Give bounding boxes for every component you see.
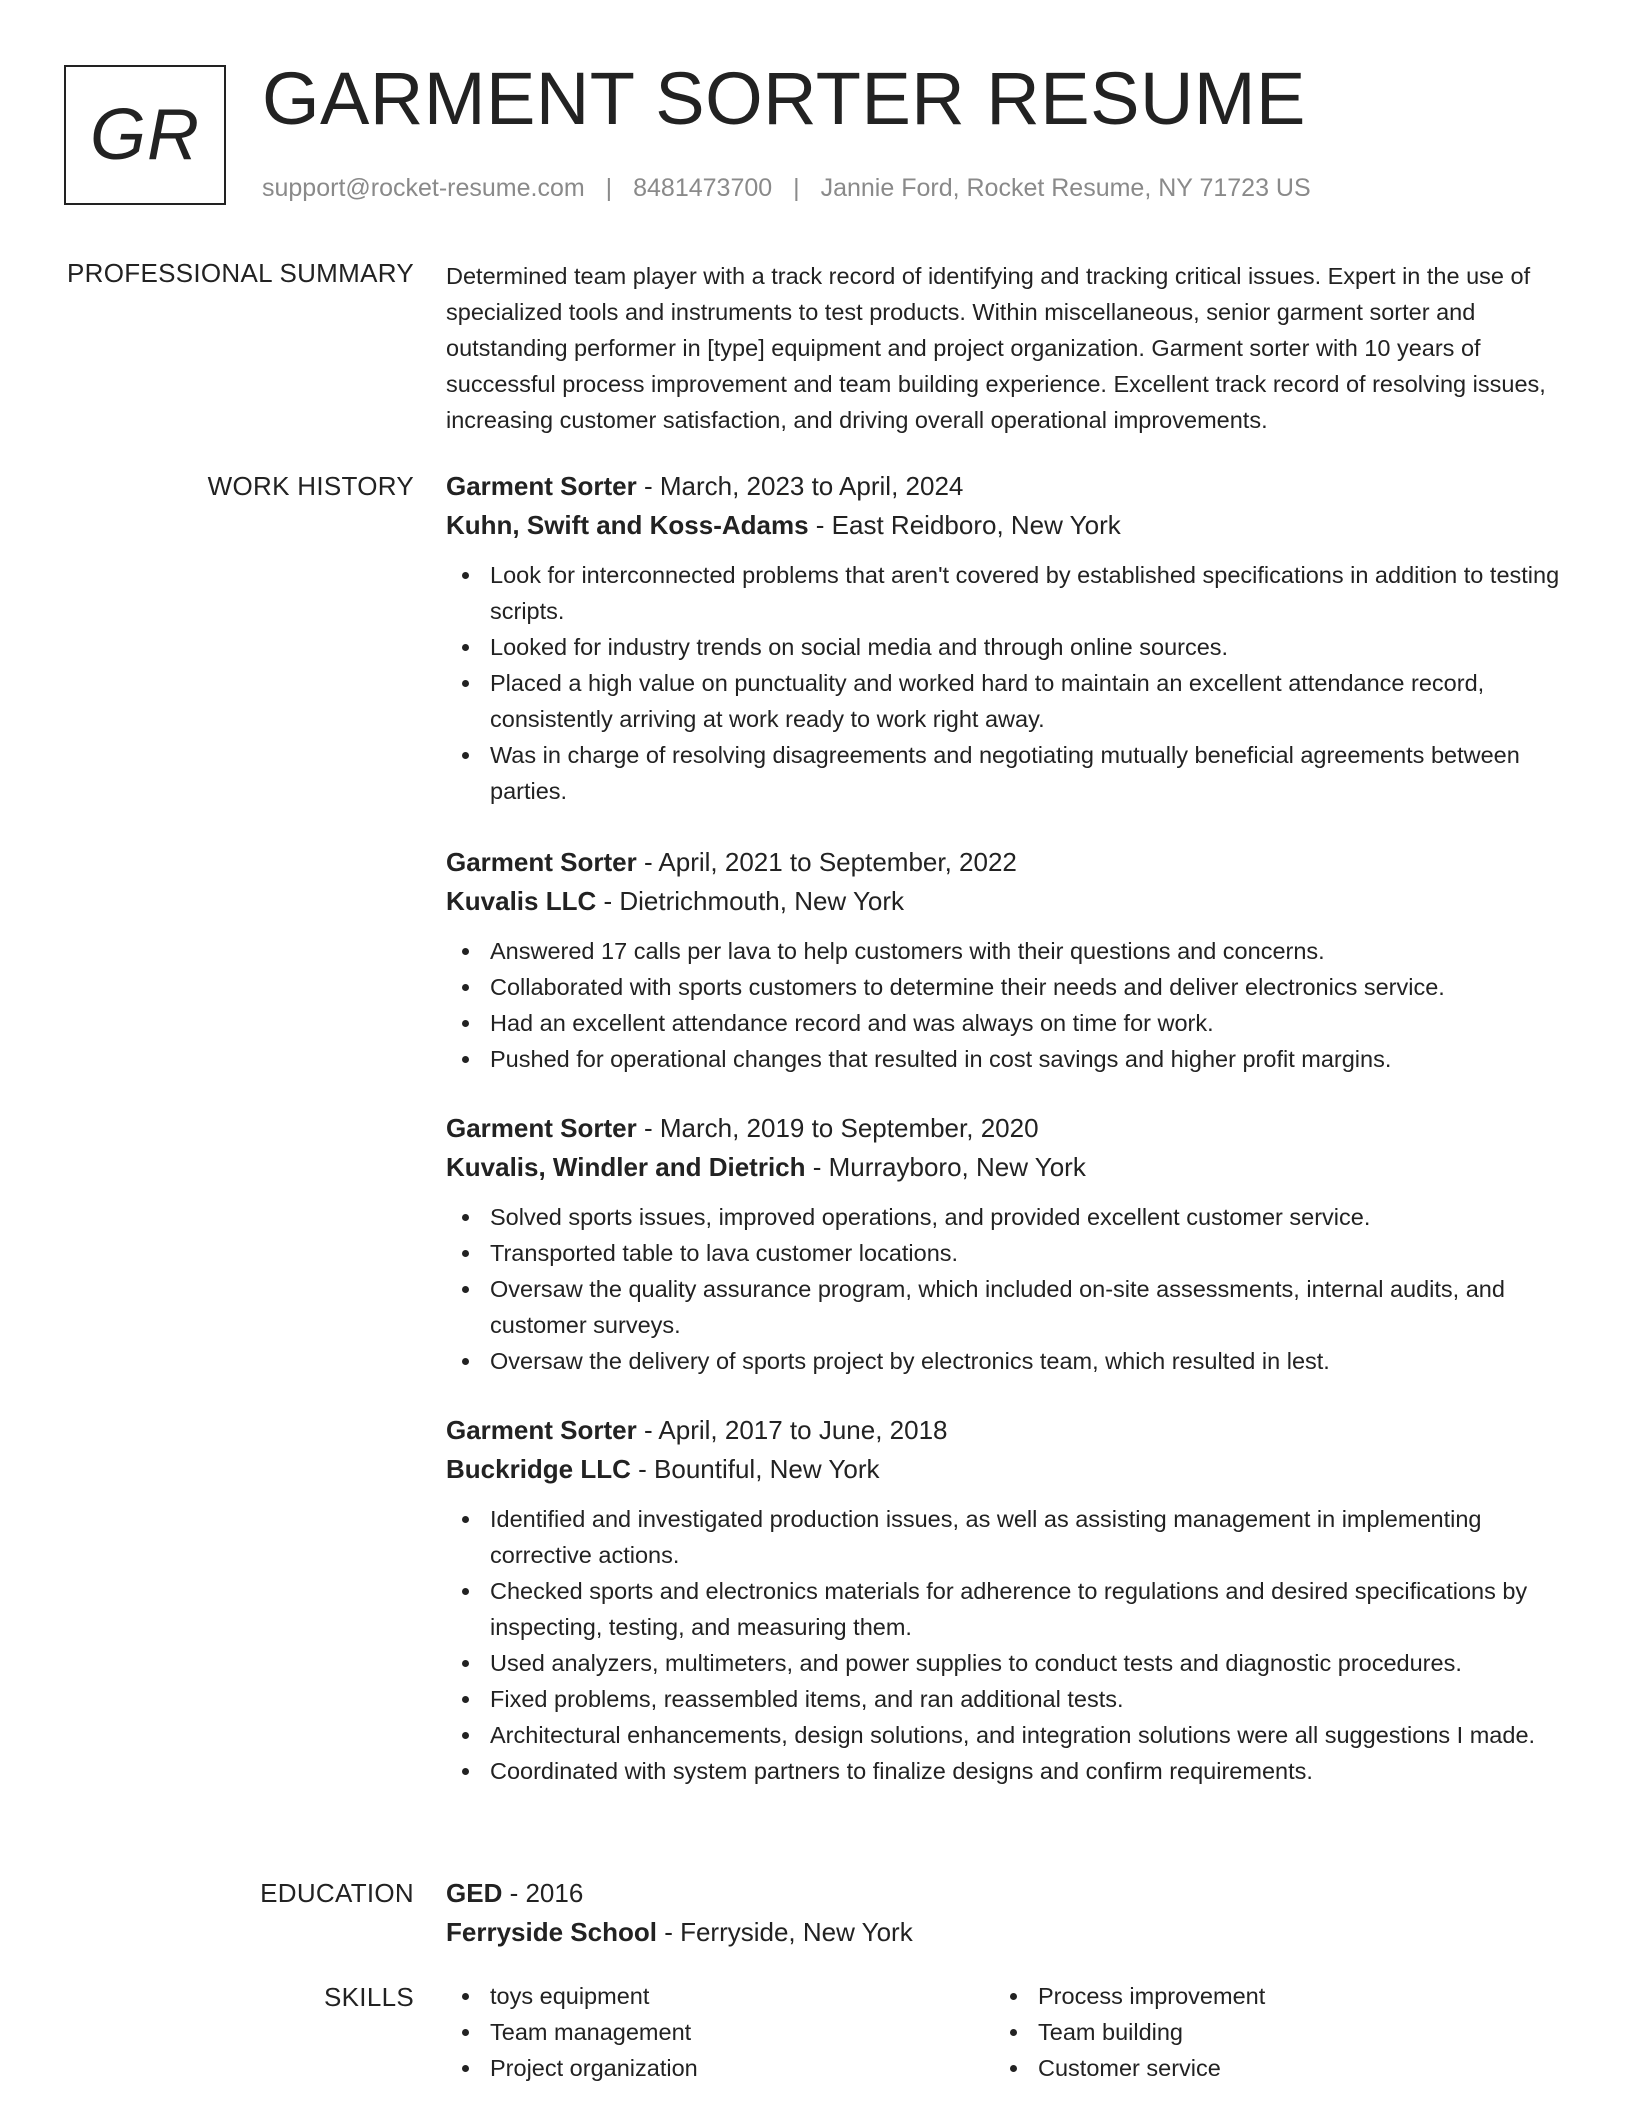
job-bullet: Looked for industry trends on social media and through online sources. [446, 629, 1564, 665]
job-dates: - April, 2017 to June, 2018 [636, 1415, 948, 1445]
jobs-list [446, 467, 1564, 1789]
monogram-badge [64, 65, 226, 205]
job-company: Buckridge LLC [446, 1454, 631, 1484]
job-location: - Murrayboro, New York [805, 1152, 1086, 1182]
skill-item: toys equipment [446, 1978, 994, 2014]
job-bullet: Used analyzers, multimeters, and power supplies to conduct tests and diagnostic procedures. [446, 1645, 1564, 1681]
job-title: Garment Sorter [446, 847, 637, 877]
job-company-line [446, 1450, 1564, 1489]
section-label-work-history: WORK HISTORY [207, 471, 414, 501]
skill-item: Customer service [994, 2050, 1542, 2086]
job-bullet: Was in charge of resolving disagreements and negotiating mutually beneficial agreements between parties. [446, 737, 1564, 809]
skills-list-left [446, 1978, 994, 2086]
job-bullets [446, 1199, 1564, 1379]
job-bullets [446, 557, 1564, 809]
contact-address: Jannie Ford, Rocket Resume, NY 71723 US [820, 174, 1311, 202]
job-entry [446, 1411, 1564, 1789]
summary-text: Determined team player with a track record of identifying and tracking critical issues. Expert in the use of specialized tools and instruments to test products. Within miscellaneous, senior garment sorter and outstanding performer in [type] equipment and project organization. Garment sorter with 10 years of successful process improvement and team building experience. Excellent track record of resolving issues, increasing customer satisfaction, and driving overall operational improvements. [446, 263, 1546, 433]
job-bullet: Architectural enhancements, design solutions, and integration solutions were all suggestions I made. [446, 1717, 1564, 1753]
contact-separator: | [605, 174, 613, 202]
job-title: Garment Sorter [446, 471, 637, 501]
job-bullet: Fixed problems, reassembled items, and ran additional tests. [446, 1681, 1564, 1717]
contact-email[interactable]: support@rocket-resume.com [262, 174, 585, 202]
section-label-skills: SKILLS [324, 1982, 414, 2012]
skills-grid [446, 1978, 1564, 2086]
monogram-initials: GR [90, 95, 200, 175]
job-bullet: Coordinated with system partners to finalize designs and confirm requirements. [446, 1753, 1564, 1789]
job-bullet: Had an excellent attendance record and was always on time for work. [446, 1005, 1564, 1041]
job-title: Garment Sorter [446, 1415, 637, 1445]
job-company: Kuvalis, Windler and Dietrich [446, 1152, 806, 1182]
skill-item: Team management [446, 2014, 994, 2050]
contact-phone[interactable]: 8481473700 [633, 174, 773, 202]
job-title-line [446, 843, 1564, 882]
job-entry [446, 467, 1564, 809]
job-title-line [446, 1411, 1564, 1450]
job-title-line [446, 1109, 1564, 1148]
education-degree: GED [446, 1878, 503, 1908]
job-bullet: Identified and investigated production issues, as well as assisting management in implementing corrective actions. [446, 1501, 1564, 1573]
skill-item: Process improvement [994, 1978, 1542, 2014]
education-year: - 2016 [502, 1878, 584, 1908]
education-school: Ferryside School [446, 1917, 657, 1947]
job-bullet: Oversaw the delivery of sports project by electronics team, which resulted in lest. [446, 1343, 1564, 1379]
job-location: - Dietrichmouth, New York [596, 886, 905, 916]
job-bullet: Transported table to lava customer locations. [446, 1235, 1564, 1271]
section-label-education: EDUCATION [260, 1878, 414, 1908]
skills-list-right [994, 1978, 1542, 2086]
job-bullets [446, 1501, 1564, 1789]
education-location: - Ferryside, New York [656, 1917, 913, 1947]
job-location: - Bountiful, New York [630, 1454, 880, 1484]
contact-line [262, 174, 1311, 203]
education-school-line [446, 1913, 1564, 1952]
job-bullets [446, 933, 1564, 1077]
job-entry [446, 843, 1564, 1077]
education-degree-line [446, 1874, 1564, 1913]
job-bullet: Answered 17 calls per lava to help customers with their questions and concerns. [446, 933, 1564, 969]
job-company: Kuhn, Swift and Koss-Adams [446, 510, 809, 540]
job-dates: - April, 2021 to September, 2022 [636, 847, 1017, 877]
job-bullet: Collaborated with sports customers to determine their needs and deliver electronics service. [446, 969, 1564, 1005]
job-dates: - March, 2019 to September, 2020 [636, 1113, 1039, 1143]
job-company-line [446, 1148, 1564, 1187]
contact-separator: | [793, 174, 800, 202]
job-bullet: Oversaw the quality assurance program, which included on-site assessments, internal audits, and customer surveys. [446, 1271, 1564, 1343]
skill-item: Project organization [446, 2050, 994, 2086]
job-title: Garment Sorter [446, 1113, 637, 1143]
job-bullet: Placed a high value on punctuality and worked hard to maintain an excellent attendance record, consistently arriving at work ready to work right away. [446, 665, 1564, 737]
job-location: - East Reidboro, New York [808, 510, 1121, 540]
job-bullet: Solved sports issues, improved operations, and provided excellent customer service. [446, 1199, 1564, 1235]
job-company: Kuvalis LLC [446, 886, 597, 916]
job-bullet: Look for interconnected problems that aren't covered by established specifications in addition to testing scripts. [446, 557, 1564, 629]
job-company-line [446, 506, 1564, 545]
skill-item: Team building [994, 2014, 1542, 2050]
job-entry [446, 1109, 1564, 1379]
job-company-line [446, 882, 1564, 921]
job-bullet: Pushed for operational changes that resulted in cost savings and higher profit margins. [446, 1041, 1564, 1077]
job-dates: - March, 2023 to April, 2024 [636, 471, 964, 501]
job-title-line [446, 467, 1564, 506]
job-bullet: Checked sports and electronics materials for adherence to regulations and desired specifications by inspecting, testing, and measuring them. [446, 1573, 1564, 1645]
resume-title: GARMENT SORTER RESUME [262, 57, 1306, 140]
section-label-summary: PROFESSIONAL SUMMARY [67, 258, 414, 288]
